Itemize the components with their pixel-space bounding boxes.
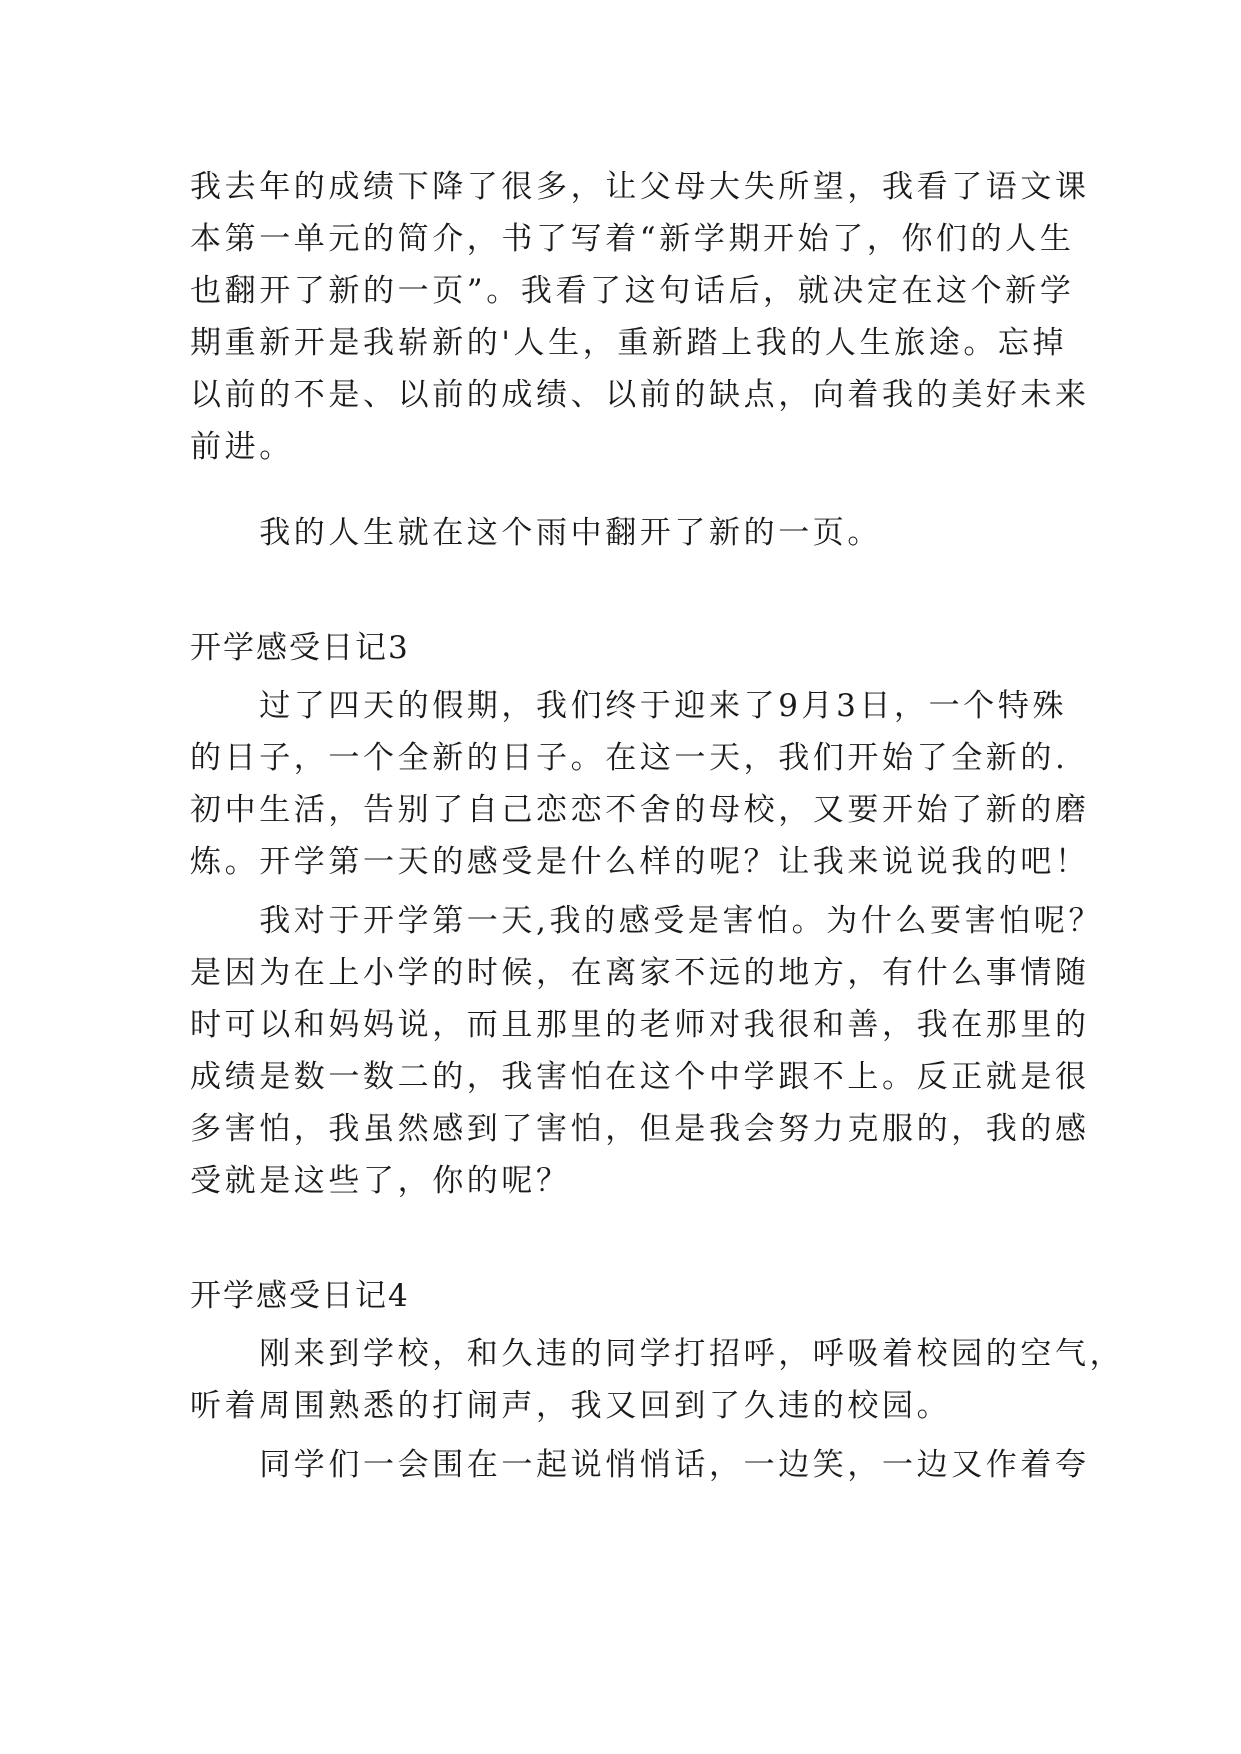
paragraph-line: 多害怕，我虽然感到了害怕，但是我会努力克服的，我的感 [190,1111,1090,1147]
paragraph-line: 过了四天的假期，我们终于迎来了9月3日，一个特殊 [190,688,1068,724]
paragraph-line: 我去年的成绩下降了很多，让父母大失所望，我看了语文课 [190,169,1090,205]
section-heading: 开学感受日记4 [190,1278,410,1314]
paragraph-line: 同学们一会围在一起说悄悄话，一边笑，一边又作着夸 [190,1447,1090,1483]
paragraph-line: 听着周围熟悉的打闹声，我又回到了久违的校园。 [190,1388,952,1424]
paragraph-line: 也翻开了新的一页”。我看了这句话后，就决定在这个新学 [190,273,1075,309]
paragraph-line: 我对于开学第一天,我的感受是害怕。为什么要害怕呢？ [190,903,1104,939]
section-heading: 开学感受日记3 [190,630,410,666]
paragraph-line: 时可以和妈妈说，而且那里的老师对我很和善，我在那里的 [190,1007,1090,1043]
paragraph-line: 期重新开是我崭新的'人生，重新踏上我的人生旅途。忘掉 [190,325,1068,361]
paragraph-line: 前进。 [190,429,294,465]
paragraph-line: 初中生活，告别了自己恋恋不舍的母校，又要开始了新的磨 [190,792,1090,828]
paragraph-line: 受就是这些了，你的呢？ [190,1163,571,1199]
paragraph-line: 的日子，一个全新的日子。在这一天，我们开始了全新的. [190,740,1069,776]
paragraph-line: 成绩是数一数二的，我害怕在这个中学跟不上。反正就是很 [190,1059,1090,1095]
paragraph-line: 本第一单元的简介，书了写着“新学期开始了，你们的人生 [190,221,1075,257]
paragraph-line: 炼。开学第一天的感受是什么样的呢？让我来说说我的吧！ [190,844,1090,880]
paragraph-line: 是因为在上小学的时候，在离家不远的地方，有什么事情随 [190,955,1090,991]
paragraph-line: 我的人生就在这个雨中翻开了新的一页。 [190,515,882,551]
paragraph-line: 刚来到学校，和久违的同学打招呼，呼吸着校园的空气， [190,1336,1125,1372]
paragraph-line: 以前的不是、以前的成绩、以前的缺点，向着我的美好未来 [190,377,1090,413]
